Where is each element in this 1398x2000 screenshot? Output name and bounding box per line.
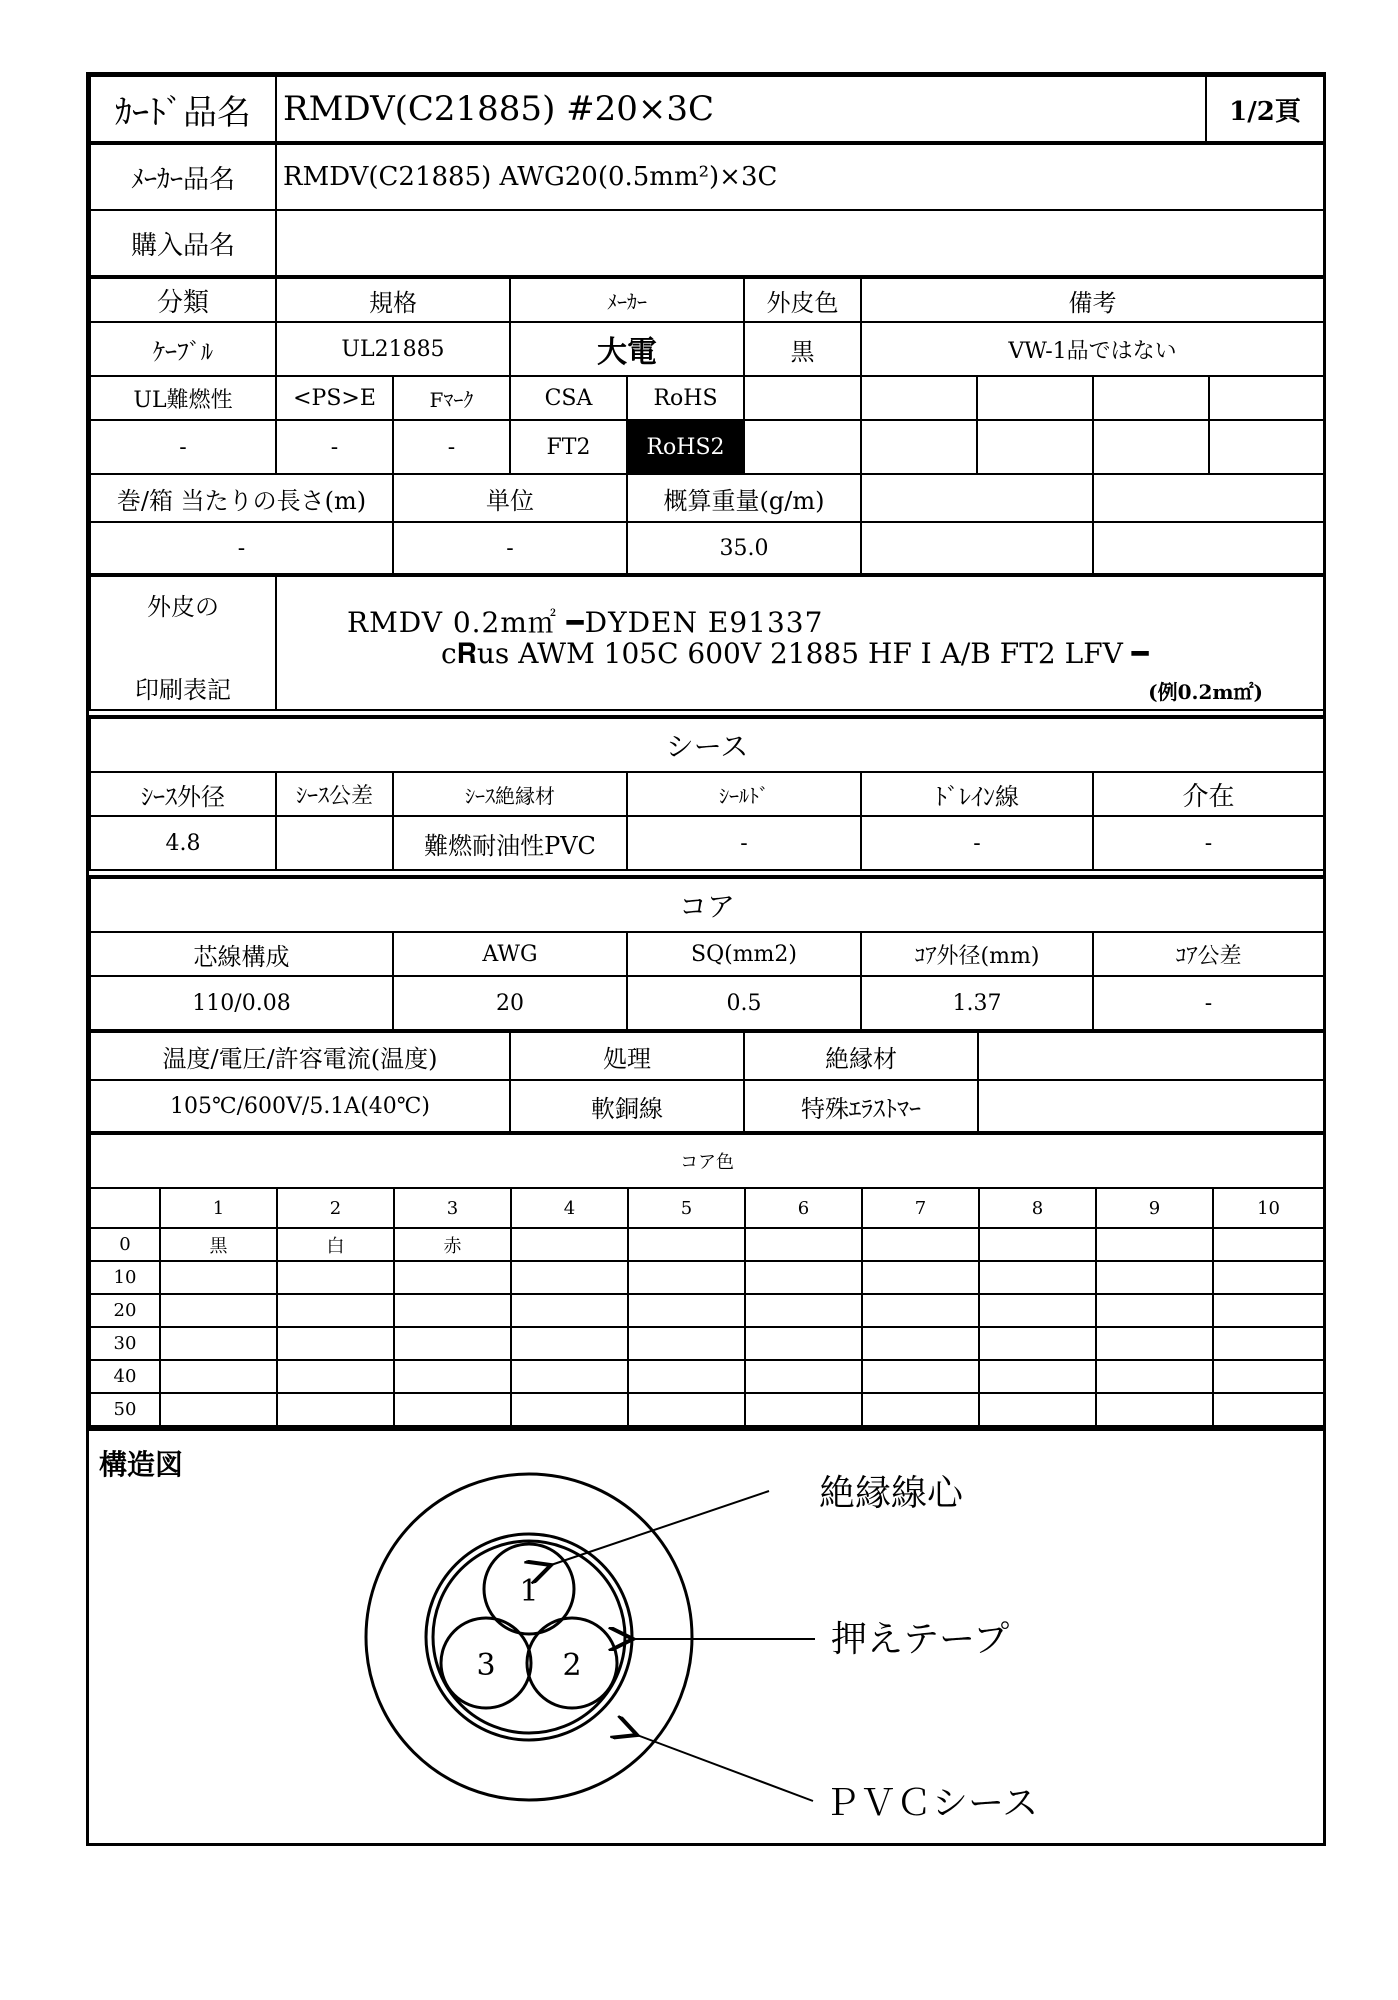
color-cell bbox=[277, 1327, 394, 1360]
print-line-2: c𝐑us AWM 105C 600V 21885 HF I A/B FT2 LFV ━ bbox=[441, 637, 1149, 670]
color-column-header: 4 bbox=[511, 1188, 628, 1228]
color-cell bbox=[160, 1327, 277, 1360]
color-row bbox=[90, 1393, 1324, 1426]
color-cell bbox=[1096, 1360, 1213, 1393]
color-column-header: 1 bbox=[160, 1188, 277, 1228]
pvc-sheath-label: ＰＶＣシース bbox=[824, 1783, 1039, 1824]
maker-table bbox=[89, 143, 1325, 277]
color-cell: 赤 bbox=[394, 1228, 511, 1261]
page-number: 1/2頁 bbox=[1206, 76, 1324, 142]
color-row-label: 30 bbox=[90, 1327, 160, 1360]
insulated-core-leader bbox=[551, 1491, 769, 1565]
color-cell bbox=[1213, 1360, 1324, 1393]
color-cell bbox=[745, 1294, 862, 1327]
color-cell bbox=[979, 1228, 1096, 1261]
color-cell bbox=[979, 1327, 1096, 1360]
weight-value: 35.0 bbox=[627, 522, 861, 574]
maker-name-label: ﾒｰｶｰ品名 bbox=[90, 144, 276, 210]
print-text-cell bbox=[276, 576, 1324, 710]
sq-header: SQ(mm2) bbox=[627, 932, 861, 976]
blank-cell bbox=[1093, 522, 1324, 574]
core-color-section-title: コア色 bbox=[90, 1134, 1324, 1188]
csa-header: CSA bbox=[510, 376, 627, 420]
pse-header: <PS>E bbox=[276, 376, 393, 420]
color-row bbox=[90, 1360, 1324, 1393]
color-cell bbox=[511, 1327, 628, 1360]
sheath-tol-header: ｼｰｽ公差 bbox=[276, 772, 393, 816]
jacket-color-header: 外皮色 bbox=[744, 278, 861, 322]
sheath-od-header: ｼｰｽ外径 bbox=[90, 772, 276, 816]
card-name-label: ｶｰﾄﾞ品名 bbox=[90, 76, 276, 142]
color-cell bbox=[511, 1294, 628, 1327]
color-column-header: 8 bbox=[979, 1188, 1096, 1228]
treatment-value: 軟銅線 bbox=[510, 1080, 744, 1132]
grid-corner-cell bbox=[90, 1188, 160, 1228]
blank-cell bbox=[861, 522, 1093, 574]
rating-header: 温度/電圧/許容電流(温度) bbox=[90, 1032, 510, 1080]
color-cell bbox=[862, 1393, 979, 1426]
csa-value: FT2 bbox=[510, 420, 627, 474]
core-1-label: 1 bbox=[519, 1574, 539, 1609]
print-line-1: RMDV 0.2m㎡ ━DYDEN E91337 bbox=[347, 606, 824, 639]
color-cell bbox=[745, 1393, 862, 1426]
drain-value: - bbox=[861, 816, 1093, 870]
color-cell bbox=[277, 1360, 394, 1393]
insulation-value: 特殊ｴﾗｽﾄﾏｰ bbox=[744, 1080, 978, 1132]
binder-tape-label: 押えテープ bbox=[831, 1619, 1010, 1660]
blank-cell bbox=[977, 376, 1093, 420]
color-cell bbox=[1213, 1261, 1324, 1294]
color-cell bbox=[511, 1228, 628, 1261]
color-row bbox=[90, 1228, 1324, 1261]
core-tol-value: - bbox=[1093, 976, 1324, 1030]
color-cell bbox=[862, 1294, 979, 1327]
color-cell bbox=[1096, 1228, 1213, 1261]
core-table bbox=[89, 875, 1325, 1031]
color-cell bbox=[1096, 1393, 1213, 1426]
filler-value: - bbox=[1093, 816, 1324, 870]
strand-header: 芯線構成 bbox=[90, 932, 393, 976]
color-cell bbox=[1096, 1261, 1213, 1294]
color-cell bbox=[628, 1393, 745, 1426]
color-cell bbox=[160, 1360, 277, 1393]
core-2-label: 2 bbox=[562, 1648, 582, 1683]
color-row-label: 0 bbox=[90, 1228, 160, 1261]
color-cell bbox=[511, 1261, 628, 1294]
color-cell bbox=[277, 1294, 394, 1327]
color-cell bbox=[862, 1360, 979, 1393]
color-cell bbox=[160, 1261, 277, 1294]
color-cell bbox=[277, 1393, 394, 1426]
color-cell bbox=[160, 1294, 277, 1327]
color-cell: 白 bbox=[277, 1228, 394, 1261]
color-cell bbox=[979, 1294, 1096, 1327]
jacket-color-value: 黒 bbox=[744, 322, 861, 376]
color-cell: 黒 bbox=[160, 1228, 277, 1261]
unit-header: 単位 bbox=[393, 474, 627, 522]
purchase-name-label: 購入品名 bbox=[90, 210, 276, 276]
maker-header: ﾒｰｶｰ bbox=[510, 278, 744, 322]
sheath-od-value: 4.8 bbox=[90, 816, 276, 870]
color-cell bbox=[277, 1261, 394, 1294]
core-od-header: ｺｱ外径(mm) bbox=[861, 932, 1093, 976]
color-row-label: 40 bbox=[90, 1360, 160, 1393]
color-row bbox=[90, 1327, 1324, 1360]
color-cell bbox=[511, 1360, 628, 1393]
sq-value: 0.5 bbox=[627, 976, 861, 1030]
rating-table bbox=[89, 1031, 1325, 1133]
color-cell bbox=[979, 1261, 1096, 1294]
cable-cross-section bbox=[89, 1431, 1323, 1836]
insulated-core-label: 絶縁線心 bbox=[819, 1473, 964, 1514]
maker-value: 大電 bbox=[510, 322, 744, 376]
sheath-material-value: 難燃耐油性PVC bbox=[393, 816, 627, 870]
blank-cell bbox=[1209, 376, 1324, 420]
unit-value: - bbox=[393, 522, 627, 574]
strand-value: 110/0.08 bbox=[90, 976, 393, 1030]
binder-tape-inner bbox=[433, 1541, 625, 1733]
weight-header: 概算重量(g/m) bbox=[627, 474, 861, 522]
blank-cell bbox=[1093, 420, 1209, 474]
color-cell bbox=[628, 1261, 745, 1294]
class-value: ｹｰﾌﾞﾙ bbox=[90, 322, 276, 376]
structure-diagram-section bbox=[89, 1427, 1323, 1840]
blank-cell bbox=[1209, 420, 1324, 474]
purchase-name-value bbox=[276, 210, 1324, 276]
color-cell bbox=[1213, 1327, 1324, 1360]
color-cell bbox=[628, 1360, 745, 1393]
color-cell bbox=[394, 1327, 511, 1360]
rohs-header: RoHS bbox=[627, 376, 744, 420]
color-row-label: 50 bbox=[90, 1393, 160, 1426]
print-label-top: 外皮の bbox=[147, 593, 219, 621]
color-column-header: 10 bbox=[1213, 1188, 1324, 1228]
blank-cell bbox=[977, 420, 1093, 474]
sheath-tol-value bbox=[276, 816, 393, 870]
drain-header: ﾄﾞﾚｲﾝ線 bbox=[861, 772, 1093, 816]
header-table bbox=[89, 75, 1325, 143]
color-row-label: 20 bbox=[90, 1294, 160, 1327]
length-header: 巻/箱 当たりの長さ(m) bbox=[90, 474, 393, 522]
remarks-header: 備考 bbox=[861, 278, 1324, 322]
card-name-value: RMDV(C21885) #20×3C bbox=[276, 76, 1206, 142]
f-mark-header: Fﾏｰｸ bbox=[393, 376, 510, 420]
blank-cell bbox=[978, 1032, 1324, 1080]
core-od-value: 1.37 bbox=[861, 976, 1093, 1030]
color-cell bbox=[979, 1360, 1096, 1393]
color-cell bbox=[979, 1393, 1096, 1426]
color-row bbox=[90, 1261, 1324, 1294]
color-cell bbox=[394, 1393, 511, 1426]
print-example: (例0.2m㎡) bbox=[1148, 680, 1263, 704]
color-cell bbox=[745, 1327, 862, 1360]
spec-sheet bbox=[86, 72, 1326, 1846]
color-column-header: 2 bbox=[277, 1188, 394, 1228]
standard-header: 規格 bbox=[276, 278, 510, 322]
sheath-material-header: ｼｰｽ絶縁材 bbox=[393, 772, 627, 816]
blank-cell bbox=[744, 420, 861, 474]
sheath-section-title: シース bbox=[90, 717, 1324, 772]
color-cell bbox=[745, 1261, 862, 1294]
color-column-header: 7 bbox=[862, 1188, 979, 1228]
color-cell bbox=[160, 1393, 277, 1426]
color-cell bbox=[628, 1228, 745, 1261]
color-row-label: 10 bbox=[90, 1261, 160, 1294]
color-column-header: 9 bbox=[1096, 1188, 1213, 1228]
color-column-header: 3 bbox=[394, 1188, 511, 1228]
print-table bbox=[89, 575, 1325, 711]
color-cell bbox=[394, 1294, 511, 1327]
color-cell bbox=[394, 1261, 511, 1294]
blank-cell bbox=[861, 420, 977, 474]
color-cell bbox=[745, 1228, 862, 1261]
treatment-header: 処理 bbox=[510, 1032, 744, 1080]
binder-tape-outer bbox=[426, 1534, 632, 1740]
awg-header: AWG bbox=[393, 932, 627, 976]
core-3-label: 3 bbox=[476, 1648, 496, 1683]
blank-cell bbox=[978, 1080, 1324, 1132]
color-cell bbox=[862, 1327, 979, 1360]
class-header: 分類 bbox=[90, 278, 276, 322]
f-mark-value: - bbox=[393, 420, 510, 474]
color-cell bbox=[1096, 1327, 1213, 1360]
pvc-sheath-outer bbox=[366, 1474, 692, 1800]
rohs-value: RoHS2 bbox=[627, 420, 744, 474]
color-cell bbox=[628, 1294, 745, 1327]
blank-cell bbox=[861, 474, 1093, 522]
blank-cell bbox=[861, 376, 977, 420]
ul-flame-header: UL難燃性 bbox=[90, 376, 276, 420]
remarks-value: VW-1品ではない bbox=[861, 322, 1324, 376]
rating-value: 105℃/600V/5.1A(40℃) bbox=[90, 1080, 510, 1132]
print-label-bottom: 印刷表記 bbox=[135, 676, 231, 704]
color-cell bbox=[628, 1327, 745, 1360]
color-column-header: 6 bbox=[745, 1188, 862, 1228]
awg-value: 20 bbox=[393, 976, 627, 1030]
core-color-table bbox=[89, 1133, 1325, 1427]
filler-header: 介在 bbox=[1093, 772, 1324, 816]
color-cell bbox=[745, 1360, 862, 1393]
core-tol-header: ｺｱ公差 bbox=[1093, 932, 1324, 976]
spec-table bbox=[89, 277, 1325, 575]
sheath-leader bbox=[637, 1735, 813, 1801]
blank-cell bbox=[1093, 474, 1324, 522]
insulation-header: 絶縁材 bbox=[744, 1032, 978, 1080]
blank-cell bbox=[1093, 376, 1209, 420]
color-cell bbox=[1213, 1393, 1324, 1426]
color-cell bbox=[862, 1261, 979, 1294]
structure-diagram-title: 構造図 bbox=[99, 1448, 184, 1481]
pse-value: - bbox=[276, 420, 393, 474]
core-section-title: コア bbox=[90, 877, 1324, 932]
color-cell bbox=[394, 1360, 511, 1393]
maker-name-value: RMDV(C21885) AWG20(0.5mm²)×3C bbox=[276, 144, 1324, 210]
sheath-table bbox=[89, 715, 1325, 871]
color-column-header: 5 bbox=[628, 1188, 745, 1228]
color-cell bbox=[1213, 1294, 1324, 1327]
length-value: - bbox=[90, 522, 393, 574]
color-row bbox=[90, 1294, 1324, 1327]
shield-header: ｼｰﾙﾄﾞ bbox=[627, 772, 861, 816]
standard-value: UL21885 bbox=[276, 322, 510, 376]
color-cell bbox=[862, 1228, 979, 1261]
color-cell bbox=[511, 1393, 628, 1426]
print-label-cell bbox=[90, 576, 276, 710]
color-cell bbox=[1213, 1228, 1324, 1261]
shield-value: - bbox=[627, 816, 861, 870]
ul-flame-value: - bbox=[90, 420, 276, 474]
blank-cell bbox=[744, 376, 861, 420]
color-cell bbox=[1096, 1294, 1213, 1327]
